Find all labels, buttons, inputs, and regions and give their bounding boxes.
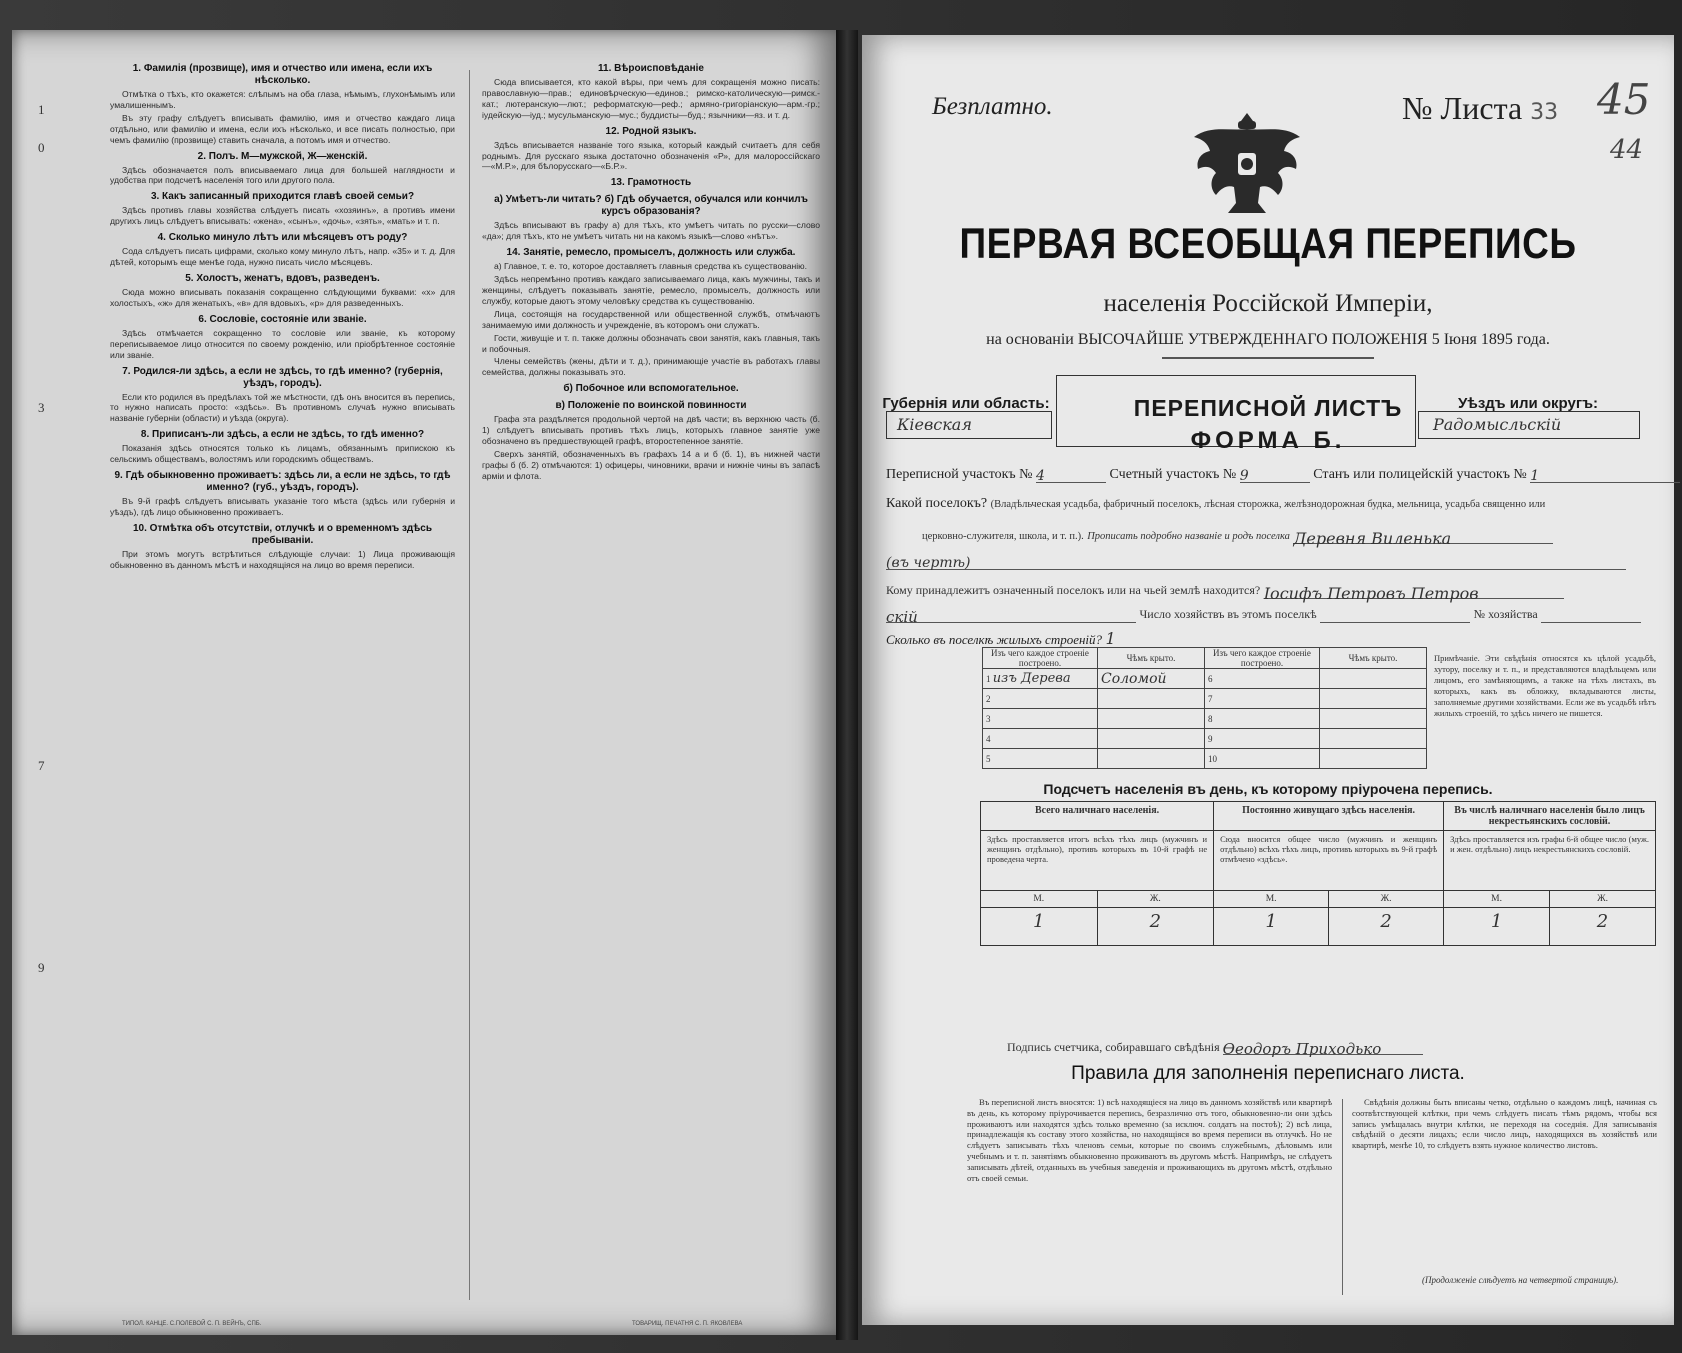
table-row — [983, 729, 1427, 749]
left-page — [12, 30, 837, 1335]
instruction-paragraph: Здѣсь противъ главы хозяйства слѣдуетъ писать «хозяинъ», а противъ имени другихъ лицъ слѣдуетъ вписывать: «жена», «сынъ», «дочь», «зять», «мать» и т. п. — [110, 205, 455, 227]
owner-value: Іосифъ Петровъ Петров — [1263, 584, 1479, 603]
settlement-instruction: Прописать подробно названіе и родъ поселка — [1087, 531, 1290, 542]
population-table — [980, 801, 1656, 946]
household-no-label: № хозяйства — [1473, 607, 1538, 621]
row-number: 2 — [983, 689, 1098, 709]
form-title: ПЕРЕПИСНОЙ ЛИСТЪ — [1133, 395, 1403, 421]
settlement-hint-2: церковно-служителя, школа, и т. п.). — [922, 531, 1084, 542]
instruction-heading: 13. Грамотность — [610, 177, 692, 189]
owner-row-2 — [886, 607, 1641, 626]
signature-row — [1007, 1040, 1423, 1058]
stan-value: 1 — [1530, 468, 1540, 484]
instruction-heading: 8. Приписанъ-ли здѣсь, а если не здѣсь, то гдѣ именно? — [140, 429, 425, 441]
table-row — [983, 689, 1427, 709]
census-title: ПЕРВАЯ ВСЕОБЩАЯ ПЕРЕПИСЬ — [959, 219, 1577, 267]
margin-glyph: 3 — [38, 400, 45, 415]
margin-glyph: 9 — [38, 960, 45, 975]
instruction-paragraph: Отмѣтка о тѣхъ, кто окажется: слѣпымъ на оба глаза, нѣмымъ, глухонѣмымъ или умалишеннымъ. — [110, 89, 455, 110]
printer-footer-right: ТОВАРИЩ. ПЕЧАТНЯ С. П. ЯКОВЛЕВА — [632, 1321, 743, 1327]
instruction-paragraph: Здѣсь отмѣчается сокращенно то сословіе или званіе, къ которому переписываемое лицо относится по своему рожденію, или пріобрѣтенное состояніе или званіе. — [110, 327, 455, 360]
instruction-paragraph: Здѣсь вписывается названіе того языка, который каждый считаетъ для себя роднымъ. Для русскаго языка достаточно обозначенія «Р», для малороссійскаго—«М.Р.», для бѣлорусскаго—«Б.Р.». — [482, 139, 820, 172]
instruction-paragraph: Если кто родился въ предѣлахъ той же мѣстности, гдѣ онъ вносится въ перепись, то нужно написать просто: «здѣсь». Въ противномъ случаѣ нужно вписывать названіе губерніи (области) и уѣзда (округа). — [110, 391, 455, 424]
pop-head-present: Всего наличнаго населенія. — [981, 802, 1214, 831]
buildings-label: Сколько въ поселкѣ жилыхъ строеній? — [886, 632, 1103, 647]
instruction-paragraph: Показанія здѣсь относятся только къ лицамъ, обязаннымъ припискою къ сельскимъ обществамъ, волостямъ или городскимъ обществамъ. — [110, 443, 455, 465]
settlement-row-3 — [886, 554, 1626, 570]
households-label: Число хозяйствъ въ этомъ поселкѣ — [1139, 607, 1317, 621]
pop-head-nonpeasant: Въ числѣ наличнаго населенія было лицъ некрестьянскихъ сословій. — [1444, 802, 1656, 831]
instruction-paragraph: Сода слѣдуетъ писать цифрами, сколько кому минуло лѣтъ, напр. «35» и т. д. Для дѣтей, которымъ еще менѣе года, нужно писать число мѣсяцевъ. — [110, 246, 455, 268]
sheet-number-handwritten: 33 — [1530, 100, 1559, 125]
instruction-paragraph: Сюда вписывается, кто какой вѣры, при чемъ для сокращенія можно писать: православную—прав.; единовѣрческую—единов.; римско-католическую—римск.-кат.; лютеранскую—лют.; реформатскую—реф.; армяно-григоріанскую—арм.-гр.; іудейскую—іуд.; мусульманскую—мус.; буддисты—буд.; язычники—яз. и т. д. — [482, 77, 820, 120]
census-basis: на основаніи ВЫСОЧАЙШЕ УТВЕРЖДЕННАГО ПОЛОЖЕНІЯ 5 Іюня 1895 года. — [986, 331, 1550, 348]
instruction-paragraph: а) Главное, т. е. то, которое доставляетъ главныя средства къ существованію. — [494, 261, 807, 272]
imperial-eagle-emblem — [1188, 107, 1306, 219]
free-label: Безплатно. — [932, 93, 1053, 120]
margin-strip — [12, 70, 82, 1310]
census-district-row — [886, 467, 1680, 483]
instruction-paragraph: При этомъ могутъ встрѣтиться слѣдующіе случаи: 1) Лица проживающія обыкновенно въ данномъ мѣстѣ и находящіяся на лицо во время переписи. — [110, 548, 455, 570]
census-form-page — [862, 35, 1674, 1325]
settlement-label: Какой поселокъ? — [886, 496, 988, 511]
building-roof: Соломой — [1098, 669, 1205, 689]
rules-divider — [1342, 1099, 1343, 1295]
settlement-value: Деревня Виленька — [1293, 529, 1452, 548]
form-name: ФОРМА Б. — [1190, 427, 1346, 454]
owner-value-2: скій — [886, 608, 918, 626]
rules-right-column — [1352, 1097, 1657, 1297]
handwritten-folio-2: 44 — [1610, 135, 1644, 165]
printer-footer-left: ТИПОЛ. КАНЦЕ. С.ПОЛЕВОЙ С. П. ВЕЙНЪ, СПБ. — [122, 1321, 262, 1327]
resident-male-count: 1 — [1214, 908, 1329, 946]
margin-glyph: 1 — [38, 102, 45, 117]
owner-row — [886, 583, 1564, 603]
owner-label: Кому принадлежитъ означенный поселокъ или на чьей землѣ находится? — [886, 583, 1261, 597]
instruction-paragraph: Въ эту графу слѣдуетъ вписывать фамилію, имя и отчество каждаго лица отдѣльно, или фамилію и имена, если ихъ нѣсколько, и все писать полностью, при чемъ фамилію (прозвище) ставить сначала, а потомъ имя и отчество. — [110, 112, 455, 145]
census-district-value: 4 — [1036, 468, 1045, 484]
instruction-heading: 4. Сколько минуло лѣтъ или мѣсяцевъ отъ роду? — [157, 232, 408, 244]
bld-head-material: Изъ чего каждое строеніе построено. — [1205, 648, 1320, 669]
instruction-heading: 11. Вѣроисповѣданіе — [598, 63, 704, 74]
instruction-heading: б) Побочное или вспомогательное. — [563, 383, 739, 395]
row-number: 3 — [983, 709, 1098, 729]
instruction-paragraph: Здѣсь вписывают въ графу а) для тѣхъ, кто умѣетъ читать по русски—слово «да»; для тѣхъ, кто не умѣетъ читать ни на какомъ языкѣ—слово «нѣтъ». — [482, 220, 820, 242]
building-material: изъ Дерева — [992, 671, 1071, 686]
pop-head-resident: Постоянно живущаго здѣсь населенія. — [1214, 802, 1444, 831]
instruction-paragraph: Члены семействъ (жены, дѣти и т. д.), принимающіе участіе въ работахъ главы семейства, должны показывать это. — [482, 356, 820, 378]
district-value: Радомысльскій — [1433, 415, 1562, 434]
rules-left-column — [967, 1097, 1332, 1297]
table-row — [983, 749, 1427, 769]
buildings-value: 1 — [1105, 629, 1116, 648]
male-label: М. — [981, 891, 1098, 908]
male-label: М. — [1444, 891, 1550, 908]
present-male-count: 1 — [981, 908, 1098, 946]
nonpeasant-female-count: 2 — [1550, 908, 1656, 946]
instruction-paragraph: Гости, живущіе и т. п. также должны обозначать свои занятія, какъ главныя, такъ и побочныя. — [482, 332, 820, 354]
province-value: Кіевская — [897, 415, 972, 434]
table-row — [981, 908, 1656, 946]
instruction-heading: 2. Полъ. М—мужской, Ж—женскій. — [197, 150, 368, 162]
signature-value: Өеодоръ Приходько — [1222, 1040, 1382, 1058]
row-number: 8 — [1205, 709, 1320, 729]
signature-label: Подпись счетчика, собиравшаго свѣдѣнія — [1007, 1040, 1220, 1054]
instruction-paragraph: Графа эта раздѣляется продольной чертой на двѣ части; въ верхнюю часть (б. 1) слѣдуетъ вписывать противъ тѣхъ лицъ, которыхъ главное занятіе уже обозначено въ предшествующей графѣ, второстепенное занятіе. — [482, 414, 820, 447]
instruction-heading: 3. Какъ записанный приходится главѣ своей семьи? — [150, 191, 415, 203]
row-number: 6 — [1205, 669, 1320, 689]
female-label: Ж. — [1329, 891, 1444, 908]
instructions-column-a — [110, 58, 455, 1296]
instruction-paragraph: Лица, состоящія на государственной или общественной службѣ, отмѣчаютъ занимаемую ими должность и учрежденіе, въ которомъ они служатъ. — [482, 308, 820, 330]
ornament-rule — [1162, 357, 1374, 359]
column-divider — [469, 70, 470, 1300]
row-number: 5 — [983, 749, 1098, 769]
province-label: Губернія или область: — [882, 395, 1050, 412]
instruction-heading: 12. Родной языкъ. — [605, 125, 697, 137]
instruction-heading: 14. Занятіе, ремесло, промыселъ, должность или служба. — [506, 247, 796, 259]
bld-head-roof: Чѣмъ крыто. — [1098, 648, 1205, 669]
census-subtitle: населенія Россійской Имперіи, — [1103, 290, 1433, 317]
instruction-heading: 1. Фамилія (прозвище), имя и отчество или имена, если ихъ нѣсколько. — [132, 63, 433, 86]
instruction-paragraph: Сюда можно вписывать показанія сокращенно слѣдующими буквами: «х» для холостыхъ, «ж» для женатыхъ, «в» для вдовыхъ, «р» для разведенныхъ. — [110, 286, 455, 308]
instruction-heading: в) Положеніе по воинской повинности — [555, 400, 747, 412]
margin-glyph: 0 — [38, 140, 45, 155]
pop-desc-resident: Сюда вносится общее число (мужчинъ и женщинъ отдѣльно) всѣхъ тѣхъ лицъ, противъ которыхъ въ 9-й графѣ отмѣчено «здѣсь». — [1214, 831, 1444, 891]
bld-head-material: Изъ чего каждое строеніе построено. — [983, 648, 1098, 669]
table-row — [983, 709, 1427, 729]
bld-head-roof: Чѣмъ крыто. — [1320, 648, 1427, 669]
sheet-number-label: № Листа — [1402, 90, 1523, 126]
table-row — [983, 669, 1427, 689]
continued-note: (Продолженіе слѣдуетъ на четвертой страницѣ). — [1422, 1275, 1619, 1285]
handwritten-folio-1: 45 — [1597, 75, 1651, 124]
instruction-heading: 9. Гдѣ обыкновенно проживаетъ: здѣсь ли, а если не здѣсь, то гдѣ именно? (губ., уѣздъ, городъ). — [114, 470, 451, 494]
pop-desc-present: Здѣсь проставляется итогъ всѣхъ тѣхъ лицъ (мужчинъ и женщинъ отдѣльно), противъ которыхъ въ 10-й графѣ не проведена черта. — [981, 831, 1214, 891]
sheet-number — [1402, 90, 1558, 127]
pop-desc-nonpeasant: Здѣсь проставляется изъ графы 6-й общее число (муж. и жен. отдѣльно) лицъ некрестьянскихъ сословій. — [1444, 831, 1656, 891]
male-label: М. — [1214, 891, 1329, 908]
resident-female-count: 2 — [1329, 908, 1444, 946]
row-number: 10 — [1205, 749, 1320, 769]
book-spine — [836, 30, 858, 1340]
instruction-paragraph: Здѣсь обозначается полъ вписываемаго лица для большей наглядности и удобства при подсчетѣ населенія того или другого пола. — [110, 164, 455, 186]
instruction-paragraph: Въ 9-й графѣ слѣдуетъ вписывать указаніе того мѣста (здѣсь или губернія и уѣздъ), гдѣ лицо обыкновенно проживаетъ. — [110, 496, 455, 517]
instruction-heading: 7. Родился-ли здѣсь, а если не здѣсь, то гдѣ именно? (губернія, уѣздъ, городъ). — [122, 365, 443, 389]
margin-glyph: 7 — [38, 758, 45, 773]
present-female-count: 2 — [1097, 908, 1214, 946]
stan-label: Станъ или полицейскій участокъ № — [1313, 467, 1527, 482]
settlement-hint: (Владѣльческая усадьба, фабричный поселокъ, лѣсная сторожка, желѣзнодорожная будка, мельница, усадьба священно или — [990, 499, 1546, 510]
buildings-note: Примѣчаніе. Эти свѣдѣнія относятся къ цѣлой усадьбѣ, хутору, поселку и т. п., и представляются владѣльцемъ или лицомъ, его замѣняющимъ, а также на тѣхъ листахъ, въ которыхъ, какъ въ обложку, вкладываются листы, заполняемые другими хозяйствами. Если же въ усадьбѣ нѣтъ жилыхъ строеній, то здѣсь ничего не пишется. — [1434, 653, 1656, 718]
settlement-row — [886, 496, 1545, 512]
buildings-table — [982, 647, 1427, 769]
nonpeasant-male-count: 1 — [1444, 908, 1550, 946]
census-district-label: Переписной участокъ № — [886, 467, 1033, 482]
female-label: Ж. — [1550, 891, 1656, 908]
instruction-paragraph: Сверхъ занятій, обозначенныхъ въ графахъ 14 а и б (б. 1), въ нижней части графы б (б. 2) отмѣчаются: 1) офицеры, чиновники, врачи и нижніе чины въ запасѣ арміи и флота. — [482, 448, 820, 481]
population-count-title: Подсчетъ населенія въ день, къ которому пріурочена перепись. — [1043, 781, 1493, 797]
counting-area-value: 9 — [1239, 468, 1249, 484]
female-label: Ж. — [1097, 891, 1214, 908]
row-number: 1 — [986, 674, 991, 684]
district-field — [1418, 411, 1640, 439]
instructions-column-b — [482, 58, 820, 1296]
instruction-heading: 10. Отмѣтка объ отсутствіи, отлучкѣ и о временномъ здѣсь пребываніи. — [132, 522, 433, 546]
rules-left-text: Въ переписной листъ вносятся: 1) всѣ находящіеся на лицо въ данномъ хозяйствѣ или квартирѣ въ день, къ которому пріурочивается перепись, безразлично отъ того, обыкновенно-ли они здѣсь проживаютъ или находятся здѣсь только временно (за исключ. солдатъ на постоѣ); 2) всѣ лица, принадлежащія къ составу этого хозяйства, но находящіяся во время переписи въ отлучкѣ. Но не слѣдуетъ записывать тѣхъ членовъ семьи, которые по своимъ служебнымъ, дѣловымъ или учебнымъ и т. п. занятіямъ обыкновенно проживаютъ въ другомъ мѣстѣ. Напримѣръ, не слѣдуетъ записывать дѣтей, отданныхъ въ учебныя заведенія и проживающихъ въ другомъ мѣстѣ, отдѣльно отъ своей семьи. — [967, 1097, 1332, 1183]
settlement-row-2 — [922, 528, 1553, 548]
row-number: 4 — [983, 729, 1098, 749]
counting-area-label: Счетный участокъ № — [1109, 467, 1237, 482]
row-number: 9 — [1205, 729, 1320, 749]
rules-title: Правила для заполненія переписнаго листа. — [1071, 1063, 1465, 1084]
instruction-heading: 6. Сословіе, состояніе или званіе. — [198, 313, 367, 325]
instruction-paragraph: Здѣсь непремѣнно противъ каждаго записываемаго лица, какъ мужчины, такъ и женщины, слѣдуетъ показывать занятіе, ремесло, промыселъ, должность или службу, которые даютъ этому человѣку средства къ существованію. — [482, 274, 820, 306]
row-number: 7 — [1205, 689, 1320, 709]
settlement-value-2: (въ чертѣ) — [886, 555, 971, 571]
instruction-heading: а) Умѣетъ-ли читать? б) Гдѣ обучается, обучался или кончилъ курсъ образованія? — [494, 194, 808, 218]
rules-right-text: Свѣдѣнія должны быть вписаны четко, отдѣльно о каждомъ лицѣ, начиная съ соотвѣтствующей клѣтки, при чемъ слѣдуетъ писать тѣмъ рядомъ, чтобы вся запись умѣщалась внутри клѣтки, не переходя на соседнія. Для записыванія свѣдѣній о десяти лицахъ; если число лицъ, находящихся въ хозяйствѣ или квартирѣ, менѣе 10, то слѣдуетъ взять нужное количество листовъ. — [1352, 1097, 1657, 1151]
buildings-row — [886, 629, 1116, 649]
district-label: Уѣздъ или округъ: — [1457, 395, 1599, 412]
instruction-heading: 5. Холостъ, женатъ, вдовъ, разведенъ. — [185, 272, 380, 284]
